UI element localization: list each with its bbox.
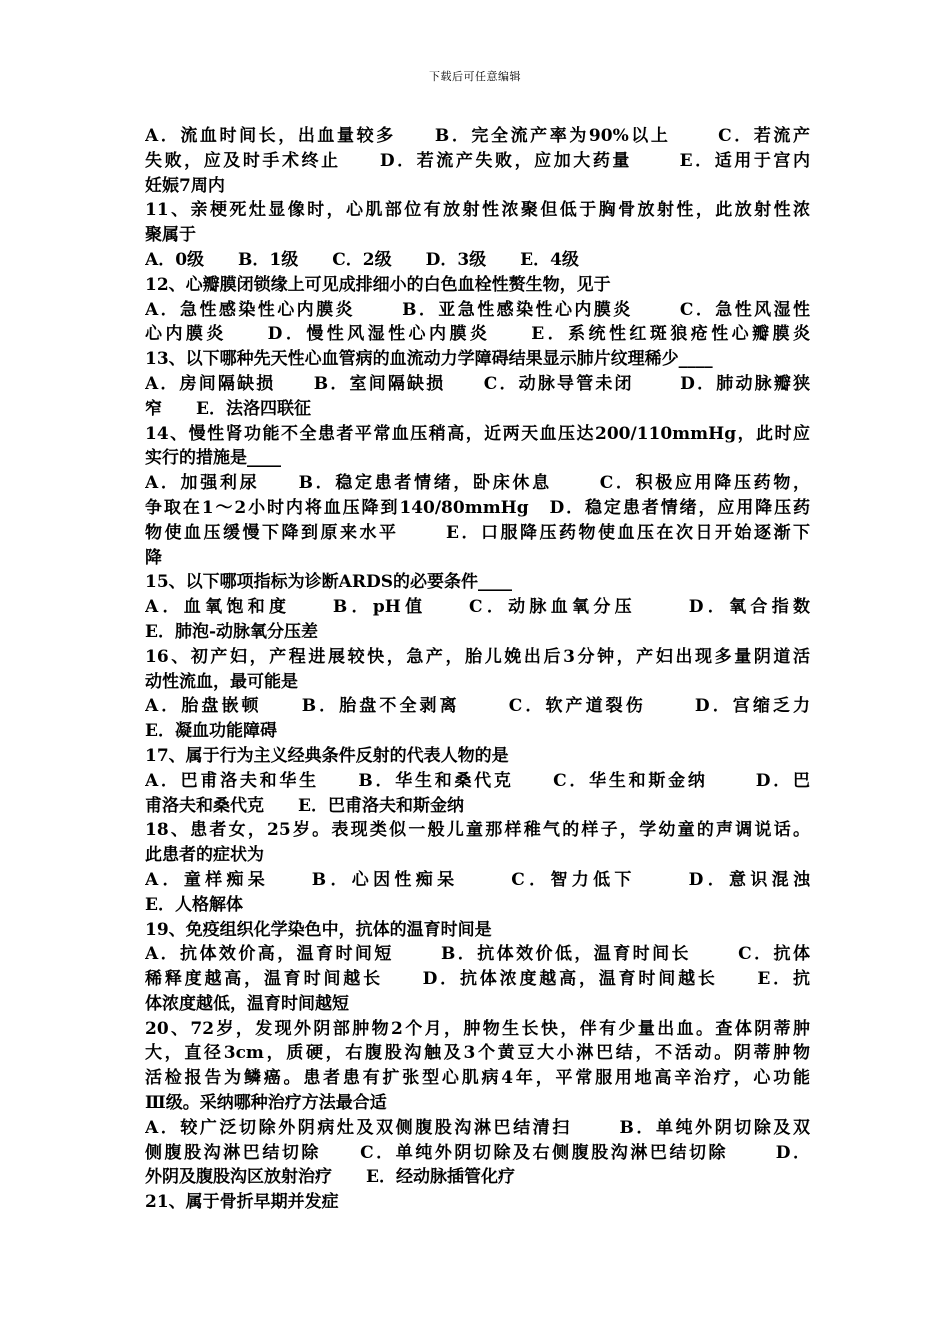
text-line: 稀释度越高，温育时间越长 D．抗体浓度越高，温育时间越长 E．抗 — [145, 969, 810, 990]
text-line: 此患者的症状为 — [145, 845, 264, 866]
text-line: 13、以下哪种先天性心血管病的血流动力学障碍结果显示肺片纹理稀少____ — [145, 349, 713, 370]
text-line: 11、亲梗死灶显像时，心肌部位有放射性浓聚但低于胸骨放射性，此放射性浓 — [145, 200, 810, 221]
text-line: 争取在1～2小时内将血压降到140/80mmHg D．稳定患者情绪，应用降压药 — [145, 497, 810, 518]
text-line: 甫洛夫和桑代克 E．巴甫洛夫和斯金纳 — [145, 795, 464, 816]
text-line: A．巴甫洛夫和华生 B．华生和桑代克 C．华生和斯金纳 D．巴 — [145, 770, 810, 791]
text-line: A．房间隔缺损 B．室间隔缺损 C．动脉导管未闭 D．肺动脉瓣狭 — [145, 373, 810, 394]
text-line: 聚属于 — [145, 225, 196, 246]
text-line: 19、免疫组织化学染色中，抗体的温育时间是 — [145, 919, 492, 940]
text-line: E．肺泡-动脉氧分压差 — [145, 621, 319, 642]
text-line: A．胎盘嵌顿 B．胎盘不全剥离 C．软产道裂伤 D．宫缩乏力 — [145, 696, 810, 717]
text-line: 17、属于行为主义经典条件反射的代表人物的是 — [145, 745, 509, 766]
text-line: 体浓度越低，温育时间越短 — [145, 993, 349, 1014]
text-line: 降 — [145, 547, 162, 568]
text-line: E．人格解体 — [145, 894, 243, 915]
text-line: A．童样痴呆 B．心因性痴呆 C．智力低下 D．意识混浊 — [145, 869, 810, 890]
text-line: 窄 E．法洛四联征 — [145, 398, 311, 419]
text-line: 妊娠7周内 — [145, 175, 225, 196]
text-line: 21、属于骨折早期并发症 — [145, 1192, 339, 1213]
text-line: A．加强利尿 B．稳定患者情绪，卧床休息 C．积极应用降压药物， — [145, 473, 810, 494]
text-line: E．凝血功能障碍 — [145, 721, 277, 742]
text-line: A．抗体效价高，温育时间短 B．抗体效价低，温育时间长 C．抗体 — [145, 944, 810, 965]
text-line: Ⅲ级。采纳哪种治疗方法最合适 — [145, 1093, 387, 1114]
text-line: 物使血压缓慢下降到原来水平 E．口服降压药物使血压在次日开始逐渐下 — [145, 522, 810, 543]
text-line: 外阴及腹股沟区放射治疗 E．经动脉插管化疗 — [145, 1167, 515, 1188]
text-line: A．血氧饱和度 B．pH值 C．动脉血氧分压 D．氧合指数 — [145, 597, 810, 618]
text-line: 12、心瓣膜闭锁缘上可见成排细小的白色血栓性赘生物，见于 — [145, 274, 611, 295]
text-line: A．较广泛切除外阴病灶及双侧腹股沟淋巴结清扫 B．单纯外阴切除及双 — [145, 1117, 810, 1138]
text-line: A．急性感染性心内膜炎 B．亚急性感染性心内膜炎 C．急性风湿性 — [145, 299, 810, 320]
text-line: A．0级 B．1级 C．2级 D．3级 E．4级 — [145, 249, 579, 270]
text-line: 动性流血，最可能是 — [145, 671, 298, 692]
text-line: 16、初产妇，产程进展较快，急产，胎儿娩出后3分钟，产妇出现多量阴道活 — [145, 646, 810, 667]
text-line: 18、患者女，25岁。表现类似一般儿童那样稚气的样子，学幼童的声调说话。 — [145, 820, 810, 841]
text-line: 15、以下哪项指标为诊断ARDS的必要条件____ — [145, 572, 512, 593]
text-line: 心内膜炎 D．慢性风湿性心内膜炎 E．系统性红斑狼疮性心瓣膜炎 — [145, 324, 810, 345]
header-note: 下载后可任意编辑 — [429, 70, 521, 83]
text-line: 失败，应及时手术终止 D．若流产失败，应加大药量 E．适用于宫内 — [145, 150, 810, 171]
text-line: 14、慢性肾功能不全患者平常血压稍高，近两天血压达200/110mmHg，此时应 — [145, 423, 810, 444]
text-line: A．流血时间长，出血量较多 B．完全流产率为90%以上 C．若流产 — [145, 126, 810, 146]
text-line: 大，直径3cm，质硬，右腹股沟触及3个黄豆大小淋巴结，不活动。阴蒂肿物 — [145, 1043, 810, 1064]
text-line: 侧腹股沟淋巴结切除 C．单纯外阴切除及右侧腹股沟淋巴结切除 D． — [145, 1142, 810, 1163]
document-body — [145, 124, 810, 1215]
text-line: 实行的措施是____ — [145, 448, 281, 469]
text-line: 活检报告为鳞癌。患者患有扩张型心肌病4年，平常服用地高辛治疗，心功能 — [145, 1068, 810, 1089]
text-line: 20、72岁，发现外阴部肿物2个月，肿物生长快，伴有少量出血。查体阴蒂肿 — [145, 1018, 810, 1039]
